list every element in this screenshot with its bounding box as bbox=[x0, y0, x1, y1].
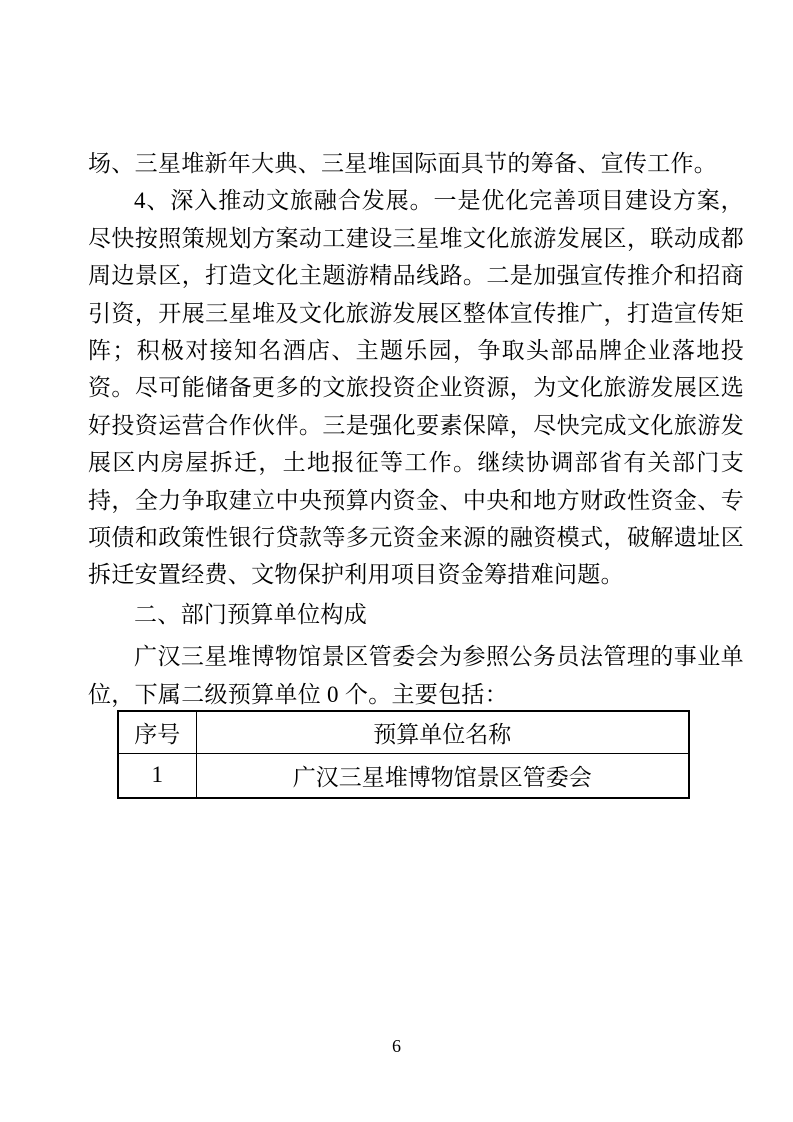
table-cell-index: 1 bbox=[118, 753, 196, 798]
table-header-unit-name: 预算单位名称 bbox=[196, 711, 689, 753]
table-row bbox=[118, 753, 689, 798]
budget-units-table bbox=[117, 710, 690, 799]
table-header-row bbox=[118, 711, 689, 753]
section-intro-paragraph: 广汉三星堆博物馆景区管委会为参照公务员法管理的事业单位，下属二级预算单位 0 个。主要包括： bbox=[88, 644, 744, 707]
paragraph-continuation: 场、三星堆新年大典、三星堆国际面具节的筹备、宣传工作。 bbox=[88, 151, 718, 176]
paragraph-item-4: 4、深入推动文旅融合发展。一是优化完善项目建设方案，尽快按照策规划方案动工建设三星堆文化旅游发展区，联动成都周边景区，打造文化主题游精品线路。二是加强宣传推介和招商引资，开展三星堆及文化旅游发展区整体宣传推广，打造宣传矩阵；积极对接知名酒店、主题乐园，争取头部品牌企业落地投资。尽可能储备更多的文旅投资企业资源，为文化旅游发展区选好投资运营合作伙伴。三是强化要素保障，尽快完成文化旅游发展区内房屋拆迁，土地报征等工作。继续协调部省有关部门支持，全力争取建立中央预算内资金、中央和地方财政性资金、专项债和政策性银行贷款等多元资金来源的融资模式，破解遗址区拆迁安置经费、文物保护利用项目资金筹措难问题。 bbox=[88, 188, 744, 588]
table-header-index: 序号 bbox=[118, 711, 196, 753]
table-cell-unit-name: 广汉三星堆博物馆景区管委会 bbox=[196, 753, 689, 798]
section-heading: 二、部门预算单位构成 bbox=[134, 601, 367, 627]
document-body bbox=[88, 145, 744, 799]
page-number: 6 bbox=[392, 1036, 401, 1056]
